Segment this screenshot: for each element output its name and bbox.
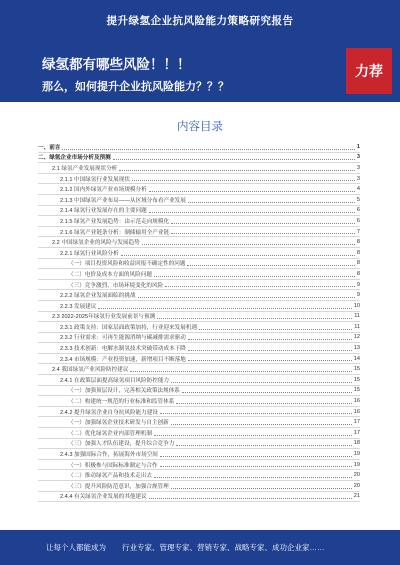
toc-entry[interactable]	[38, 417, 360, 428]
toc-entry-label: 2.3.4 市场规模：产业投资加速，新增项目不断落地	[60, 356, 186, 363]
toc-entry-label: （三）加强人才队伍建设，提升综合竞争力	[68, 441, 175, 448]
toc-entry[interactable]	[38, 407, 360, 418]
toc-entry-label: （二）电价及成本方面的风险问题	[68, 271, 152, 278]
toc-entry-page: 14	[353, 355, 360, 362]
toc-leader-dots	[121, 255, 355, 256]
toc-entry-label: 2.1.2 国内外绿氢产业市场规模分析	[60, 187, 147, 194]
toc-entry[interactable]	[38, 439, 360, 450]
toc-entry[interactable]	[38, 492, 360, 503]
recommend-stamp: 力荐	[346, 48, 392, 94]
toc-entry-label: 2.1.1 中国绿氢行业发展现状	[60, 176, 130, 183]
toc-entry-label: 2.2.2 绿氢企业发展面临的挑战	[60, 293, 136, 300]
toc-entry-label: （一）加强绿氢企业技术研发与自主创新	[68, 420, 169, 427]
toc-entry-label: （三）提升风险防范意识，加强合规管理	[68, 483, 169, 490]
toc-entry[interactable]	[38, 259, 360, 270]
report-title: 提升绿氢企业抗风险能力策略研究报告	[106, 14, 294, 27]
toc-leader-dots	[182, 392, 352, 393]
toc-entry-page: 10	[353, 302, 360, 309]
toc-entry[interactable]	[38, 269, 360, 280]
toc-leader-dots	[171, 488, 352, 489]
toc-entry-page: 17	[353, 419, 360, 426]
toc-entry-label: 2.2 中国绿氢企业的风险与发展趋势	[52, 240, 140, 247]
toc-entry[interactable]	[38, 163, 360, 174]
toc-entry-page: 15	[353, 387, 360, 394]
hero-subheadline: 那么，如何提升企业抗风险能力？？？	[42, 81, 229, 93]
toc-entry-page: 7	[356, 228, 360, 235]
toc-entry[interactable]	[38, 428, 360, 439]
toc-entry-label: （二）推动绿氢产品和技术走出去	[68, 473, 152, 480]
toc-entry-label: （三）竞争激烈、市场环境变化的风险	[68, 282, 164, 289]
toc-entry-page: 16	[353, 408, 360, 415]
toc-leader-dots	[171, 382, 352, 383]
toc-entry-page: 21	[353, 493, 360, 500]
toc-entry-page: 11	[354, 313, 360, 320]
toc-entry-page: 19	[353, 461, 360, 468]
toc-leader-dots	[149, 191, 355, 192]
table-of-contents	[38, 142, 360, 502]
toc-entry[interactable]	[38, 280, 360, 291]
toc-entry-page: 20	[353, 472, 360, 479]
toc-entry-page: 8	[356, 249, 360, 256]
toc-entry[interactable]	[38, 142, 360, 153]
toc-entry-label: 2.3.1 政策支持：国家层面政策加持，行业迎来发展机遇	[60, 324, 198, 331]
toc-entry-label: 一、前言	[38, 144, 61, 151]
toc-leader-dots	[199, 329, 352, 330]
toc-leader-dots	[138, 297, 355, 298]
toc-entry[interactable]	[38, 333, 360, 344]
toc-leader-dots	[188, 350, 352, 351]
toc-entry[interactable]	[38, 354, 360, 365]
toc-entry-page: 6	[356, 217, 360, 224]
toc-entry-page: 15	[353, 366, 360, 373]
toc-title: 内容目录	[177, 121, 223, 133]
toc-leader-dots	[160, 466, 352, 467]
toc-entry-label: 2.4.4 有关绿氢企业发展的其他建议	[60, 494, 147, 501]
toc-entry-page: 8	[356, 260, 360, 267]
toc-entry-label: 2.1.5 绿氢产业发展趋势：由示范走向规模化	[60, 218, 170, 225]
toc-entry[interactable]	[38, 470, 360, 481]
toc-entry[interactable]	[38, 396, 360, 407]
toc-leader-dots	[142, 244, 355, 245]
hero-headline: 绿氢都有哪些风险！！！	[42, 57, 191, 72]
toc-leader-dots	[113, 159, 355, 160]
toc-entry[interactable]	[38, 460, 360, 471]
toc-leader-dots	[149, 212, 355, 213]
toc-entry[interactable]	[38, 481, 360, 492]
toc-entry-label: 2.1.4 绿氢行业发展存在的主要问题	[60, 208, 147, 215]
toc-entry-label: 2.4.1 在政策层面提高绿氢项目风险防控能力	[60, 377, 170, 384]
toc-entry-label: （一）加强顶层设计，完善相关政策法规体系	[68, 388, 180, 395]
toc-leader-dots	[160, 413, 352, 414]
toc-leader-dots	[171, 233, 355, 234]
toc-entry-page: 15	[353, 376, 360, 383]
toc-entry[interactable]	[38, 343, 360, 354]
toc-entry-label: 2.1.6 绿氢产业链条分析：制储输用全产业链	[60, 229, 170, 236]
toc-entry-label: （二）优化绿氢企业内部管理机制	[68, 430, 152, 437]
toc-leader-dots	[176, 445, 351, 446]
toc-entry-label: 2.4 我国绿氢产业风险防控建议	[52, 367, 129, 374]
toc-entry[interactable]	[38, 153, 360, 164]
toc-entry-page: 16	[353, 398, 360, 405]
toc-entry-page: 18	[353, 440, 360, 447]
toc-leader-dots	[160, 456, 352, 457]
toc-entry-page: 13	[353, 345, 360, 352]
toc-entry-label: 2.1 绿氢产业发展现状分析	[52, 165, 118, 172]
toc-entry-page: 1	[356, 143, 360, 150]
bottom-banner	[0, 530, 400, 565]
toc-leader-dots	[188, 360, 352, 361]
toc-leader-dots	[176, 403, 351, 404]
toc-entry-page: 4	[356, 186, 360, 193]
toc-leader-dots	[165, 286, 355, 287]
toc-entry[interactable]	[38, 195, 360, 206]
toc-entry-page: 6	[356, 207, 360, 214]
toc-entry-label: 2.3 2022-2025年绿氢行业发展前景与预测	[52, 314, 156, 321]
toc-entry[interactable]	[38, 322, 360, 333]
toc-leader-dots	[119, 170, 355, 171]
toc-leader-dots	[132, 180, 355, 181]
toc-entry-label: 2.3.3 技术创新：电解水制氢技术突破带动成本下降	[60, 346, 186, 353]
toc-entry-page: 9	[356, 281, 360, 288]
toc-entry[interactable]	[38, 248, 360, 259]
toc-leader-dots	[130, 371, 351, 372]
toc-entry-label: 2.4.2 提升绿氢企业自身抗风险能力建设	[60, 409, 158, 416]
toc-entry[interactable]	[38, 237, 360, 248]
toc-entry-label: （一）项目投资风险和收益回报不确定性的问题	[68, 261, 186, 268]
footer-slogan-right: 行业专家、管理专家、营销专家、战略专家、成功企业家……	[122, 543, 325, 552]
top-banner	[0, 0, 400, 40]
toc-entry-page: 17	[353, 429, 360, 436]
toc-leader-dots	[154, 276, 355, 277]
toc-leader-dots	[154, 435, 352, 436]
toc-entry-page: 20	[353, 482, 360, 489]
toc-entry[interactable]	[38, 375, 360, 386]
toc-entry[interactable]	[38, 216, 360, 227]
toc-entry-label: 2.2.1 绿氢行业风险分析	[60, 250, 119, 257]
toc-leader-dots	[157, 318, 352, 319]
toc-entry[interactable]	[38, 184, 360, 195]
toc-leader-dots	[171, 223, 355, 224]
toc-entry-page: 3	[356, 154, 360, 161]
toc-entry-page: 11	[354, 323, 360, 330]
toc-leader-dots	[187, 265, 354, 266]
toc-entry[interactable]	[38, 290, 360, 301]
toc-leader-dots	[171, 424, 352, 425]
toc-entry[interactable]	[38, 206, 360, 217]
toc-entry-page: 5	[356, 196, 360, 203]
toc-entry-page: 9	[356, 292, 360, 299]
toc-leader-dots	[149, 498, 352, 499]
toc-entry[interactable]	[38, 301, 360, 312]
toc-entry-label: 2.2.3 发展建议	[60, 303, 97, 310]
toc-entry-label: 2.4.3 加强国际合作，拓展海外市场空间	[60, 452, 158, 459]
toc-entry[interactable]	[38, 227, 360, 238]
footer-slogan-left: 让每个人都能成为	[46, 543, 106, 552]
toc-entry-page: 19	[353, 451, 360, 458]
toc-leader-dots	[154, 477, 352, 478]
toc-leader-dots	[98, 308, 351, 309]
toc-entry-page: 8	[356, 270, 360, 277]
toc-entry-label: 2.3.2 行业需求：可再生能源消纳与碳减排需求驱动	[60, 335, 186, 342]
toc-entry-label: 2.1.3 中国绿氢产业布局——从区域分布看产业发展	[60, 197, 186, 204]
toc-leader-dots	[188, 339, 352, 340]
toc-entry-label: （二）构建统一规范的行业标准和监管体系	[68, 399, 175, 406]
toc-entry-page: 8	[356, 239, 360, 246]
toc-entry[interactable]	[38, 312, 360, 323]
toc-entry[interactable]	[38, 364, 360, 375]
toc-entry-page: 3	[356, 164, 360, 171]
toc-leader-dots	[188, 202, 355, 203]
toc-entry-page: 3	[356, 175, 360, 182]
toc-leader-dots	[62, 149, 354, 150]
hero-banner	[0, 40, 400, 102]
toc-entry-label: 二、绿氢企业市场分析及预测	[38, 155, 111, 162]
toc-entry-page: 12	[353, 334, 360, 341]
toc-entry[interactable]	[38, 174, 360, 185]
toc-entry-label: （一）积极参与国际标准制定与合作	[68, 462, 158, 469]
toc-entry[interactable]	[38, 386, 360, 397]
toc-entry[interactable]	[38, 449, 360, 460]
